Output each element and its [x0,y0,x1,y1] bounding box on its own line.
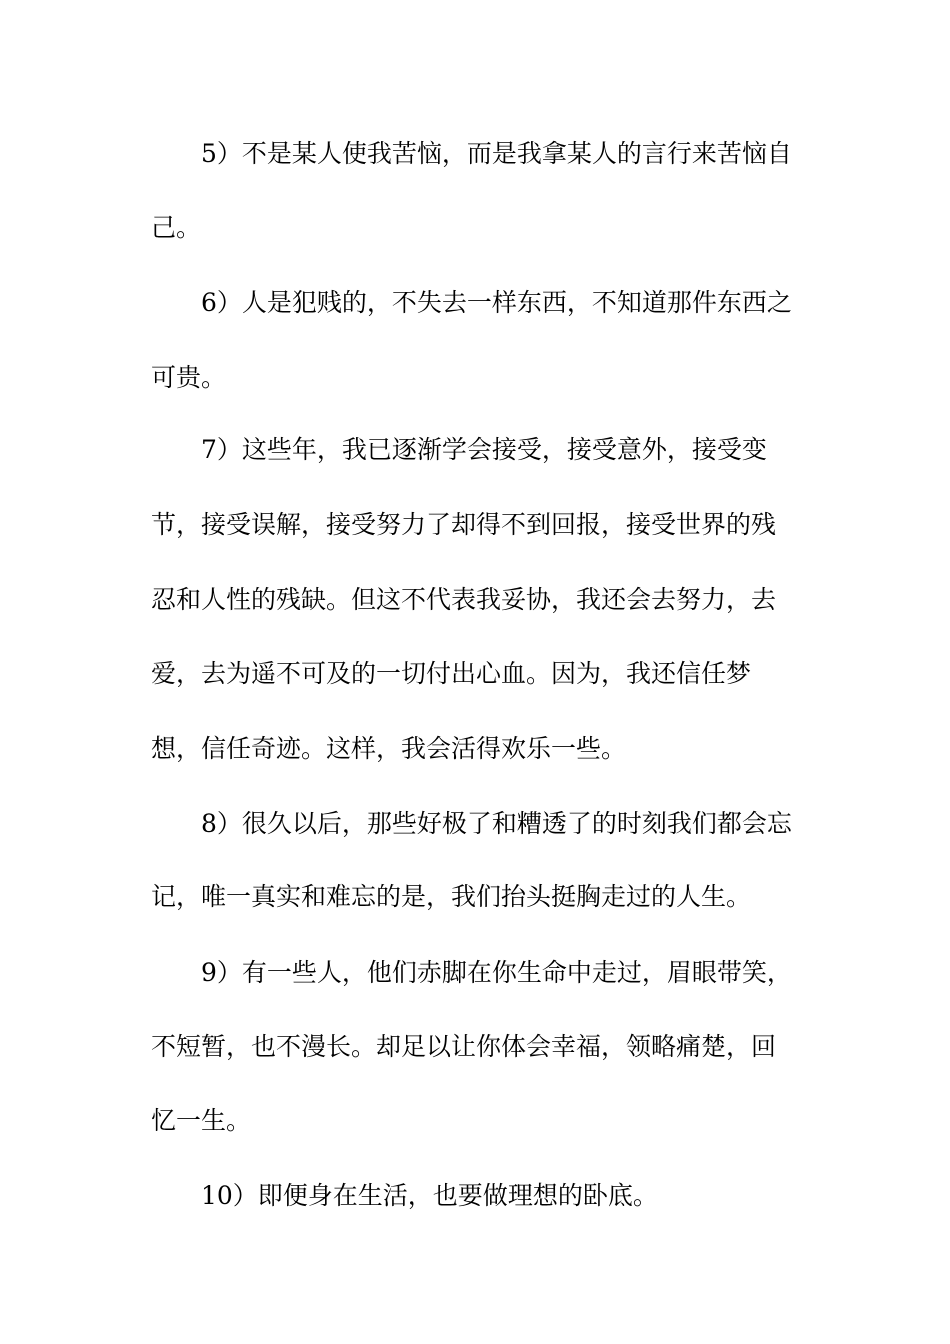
text-line: 可贵。 [151,363,227,392]
text-line: 记，唯一真实和难忘的是，我们抬头挺胸走过的人生。 [151,882,752,911]
text-line: 7）这些年，我已逐渐学会接受，接受意外，接受变 [201,435,767,464]
text-line: 爱，去为遥不可及的一切付出心血。因为，我还信任梦 [151,659,752,688]
text-line: 6）人是犯贱的，不失去一样东西，不知道那件东西之 [201,288,792,317]
text-line: 节，接受误解，接受努力了却得不到回报，接受世界的残 [151,510,777,539]
text-line: 5）不是某人使我苦恼，而是我拿某人的言行来苦恼自 [201,139,792,168]
text-line: 忆一生。 [151,1106,252,1135]
text-line: 10）即便身在生活，也要做理想的卧底。 [201,1181,658,1210]
text-line: 想，信任奇迹。这样，我会活得欢乐一些。 [151,734,627,763]
text-line: 9）有一些人，他们赤脚在你生命中走过，眉眼带笑， [201,958,792,987]
text-line: 8）很久以后，那些好极了和糟透了的时刻我们都会忘 [201,809,792,838]
text-line: 忍和人性的残缺。但这不代表我妥协，我还会去努力，去 [151,585,777,614]
text-line: 己。 [151,213,202,242]
text-line: 不短暂，也不漫长。却足以让你体会幸福，领略痛楚，回 [151,1032,777,1061]
